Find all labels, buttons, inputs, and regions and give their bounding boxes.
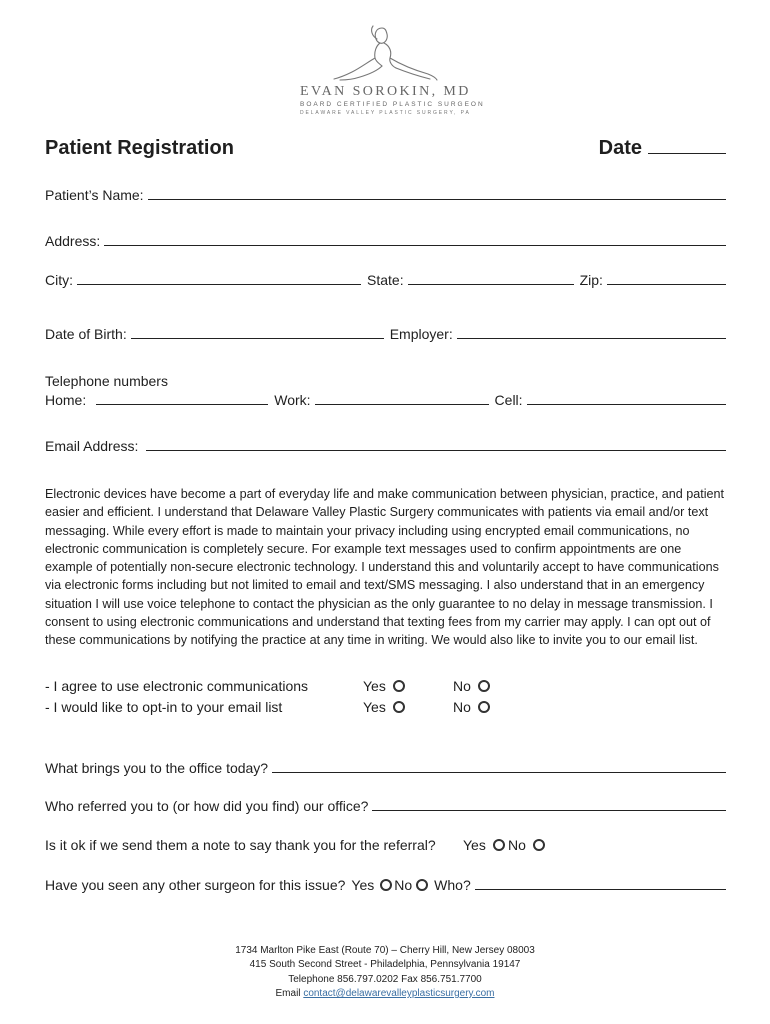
zip-blank[interactable] (607, 283, 726, 285)
consent-paragraph: Electronic devices have become a part of everyday life and make communication between physician, practice, and patient easier and efficient. I understand that Delaware Valley Plastic Surgery communicates with patients via email and/or text messaging. While every effort is made to maintain your privacy including using encrypted email communications, no electronic communication is completely secure. For example text messages used to confirm appointments are one example of potentially non-secure electronic technology. I understand this and voluntarily accept to have communications via electronic forms including but not limited to email and text/SMS messaging. I also understand that in an emergency situation I will use voice telephone to contact the physician as the only guarantee to no delay in message transmission. I consent to using electronic communications and understand that texting fees from my carrier may apply. I can opt out of these communications by notifying the practice at any time in writing. We would also like to invite you to our email list. (45, 487, 725, 648)
who-label: Who? (434, 877, 471, 893)
figure-logo-icon (330, 22, 440, 82)
footer (0, 944, 770, 1001)
choice-electronic-no[interactable] (453, 678, 490, 694)
footer-email-link[interactable]: contact@delawarevalleyplasticsurgery.com (303, 987, 495, 999)
who-referred-label: Who referred you to (or how did you find) our office? (45, 798, 369, 814)
zip-label: Zip: (579, 272, 603, 288)
who-referred-blank[interactable] (372, 809, 726, 811)
home-blank[interactable] (96, 403, 268, 405)
logo-subtitle: BOARD CERTIFIED PLASTIC SURGEON (300, 101, 485, 108)
choice-email-list (45, 699, 282, 715)
city-blank[interactable] (77, 283, 361, 285)
yes-label: Yes (363, 699, 386, 715)
date-blank[interactable] (648, 153, 726, 154)
who-blank[interactable] (475, 888, 726, 890)
radio-circle-icon[interactable] (478, 680, 490, 692)
work-blank[interactable] (315, 403, 489, 405)
cell-blank[interactable] (527, 403, 726, 405)
thank-note-label: Is it ok if we send them a note to say thank you for the referral? (45, 837, 436, 853)
radio-circle-icon[interactable] (493, 839, 505, 851)
choice-email-list-label: - I would like to opt-in to your email list (45, 699, 283, 715)
email-blank[interactable] (146, 449, 726, 451)
radio-circle-icon[interactable] (393, 701, 405, 713)
cell-label: Cell: (494, 392, 523, 408)
employer-label: Employer: (389, 326, 453, 342)
date-field (599, 137, 726, 160)
choice-electronic-yes[interactable] (363, 678, 405, 694)
date-label: Date (598, 137, 642, 159)
practice-logo (300, 22, 485, 127)
radio-circle-icon[interactable] (380, 879, 392, 891)
choice-email-list-no[interactable] (453, 699, 490, 715)
thank-note-no[interactable] (508, 837, 545, 853)
dob-employer-row (45, 326, 726, 342)
choice-electronic (45, 678, 308, 694)
what-brings-blank[interactable] (272, 771, 726, 773)
address-blank[interactable] (104, 244, 726, 246)
address-row (45, 233, 726, 249)
work-label: Work: (274, 392, 311, 408)
choice-electronic-label: - I agree to use electronic communications (45, 678, 309, 694)
footer-email-line (0, 987, 770, 1001)
radio-circle-icon[interactable] (416, 879, 428, 891)
city-state-zip-row (45, 272, 726, 288)
who-referred-row (45, 798, 726, 814)
state-blank[interactable] (408, 283, 574, 285)
logo-doctor-name: EVAN SOROKIN, MD (300, 84, 471, 99)
no-label: No (453, 699, 471, 715)
other-surgeon-row (45, 877, 726, 893)
patient-name-row (45, 187, 726, 203)
telephone-row (45, 392, 726, 408)
radio-circle-icon[interactable] (393, 680, 405, 692)
no-label: No (453, 678, 471, 694)
form-title: Patient Registration (45, 137, 234, 159)
other-surgeon-label: Have you seen any other surgeon for this issue? (45, 877, 346, 893)
radio-circle-icon[interactable] (533, 839, 545, 851)
footer-address-nj: 1734 Marlton Pike East (Route 70) – Cherry Hill, New Jersey 08003 (235, 945, 535, 956)
what-brings-row (45, 760, 726, 776)
footer-email-label: Email (275, 987, 304, 999)
email-label: Email Address: (45, 438, 139, 454)
patient-name-label: Patient’s Name: (45, 187, 144, 203)
address-label: Address: (45, 233, 101, 249)
yes-label: Yes (363, 678, 386, 694)
patient-name-blank[interactable] (148, 198, 726, 200)
email-row (45, 438, 726, 454)
footer-address-pa: 415 South Second Street - Philadelphia, Pennsylvania 19147 (249, 959, 521, 971)
what-brings-label: What brings you to the office today? (45, 760, 269, 776)
city-label: City: (45, 272, 73, 288)
dob-blank[interactable] (131, 337, 384, 339)
radio-circle-icon[interactable] (478, 701, 490, 713)
telephone-heading: Telephone numbers (45, 373, 168, 389)
other-no-label: No (394, 877, 413, 893)
yes-label: Yes (463, 837, 486, 853)
thank-note-yes[interactable] (463, 837, 505, 853)
other-yes-label: Yes (351, 877, 375, 893)
dob-label: Date of Birth: (45, 326, 127, 342)
employer-blank[interactable] (457, 337, 726, 339)
home-label: Home: (45, 392, 87, 408)
footer-phone: Telephone 856.797.0202 Fax 856.751.7700 (288, 973, 482, 985)
state-label: State: (367, 272, 404, 288)
logo-practice: DELAWARE VALLEY PLASTIC SURGERY, PA (300, 110, 471, 116)
choice-email-list-yes[interactable] (363, 699, 405, 715)
no-label: No (508, 837, 526, 853)
